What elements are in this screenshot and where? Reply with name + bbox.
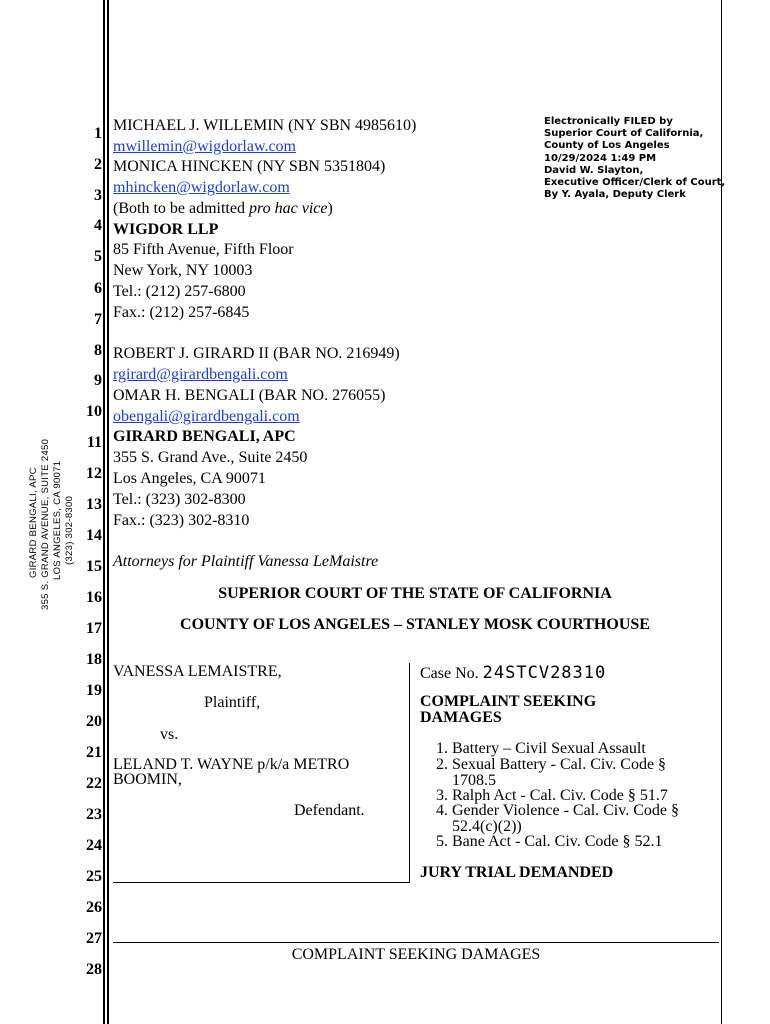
line-number: 2 xyxy=(94,156,102,173)
line-number: 23 xyxy=(86,806,102,823)
cause-text: Sexual Battery - Cal. Civ. Code § xyxy=(452,756,667,773)
line-number: 25 xyxy=(86,868,102,885)
line-number: 28 xyxy=(86,961,102,978)
document-title-line-1: COMPLAINT SEEKING xyxy=(420,693,597,710)
cause-text: Ralph Act - Cal. Civ. Code § 51.7 xyxy=(452,787,668,804)
cause-text-cont: 52.4(c)(2)) xyxy=(452,817,522,835)
plaintiff-role: Plaintiff, xyxy=(204,694,261,711)
cause-text: Bane Act - Cal. Civ. Code § 52.1 xyxy=(452,833,663,850)
cause-number: 3. xyxy=(436,787,448,804)
admission-note xyxy=(113,200,333,218)
line-number: 17 xyxy=(86,620,102,637)
line-number: 14 xyxy=(86,527,102,544)
attorney-1-email-link[interactable]: mwillemin@wigdorlaw.com xyxy=(113,138,296,155)
line-number: 9 xyxy=(94,372,102,389)
line-number: 11 xyxy=(86,434,102,451)
line-number: 18 xyxy=(86,651,102,668)
cause-of-action-1 xyxy=(428,741,646,757)
line-number: 22 xyxy=(86,775,102,792)
cause-number: 5. xyxy=(436,833,448,850)
attorney-1-email-row xyxy=(113,138,296,156)
stamp-line: Electronically FILED by xyxy=(544,116,673,127)
line-number: 12 xyxy=(86,465,102,482)
attorney-2-email-link[interactable]: mhincken@wigdorlaw.com xyxy=(113,179,290,196)
defendant-role: Defendant. xyxy=(294,802,365,819)
attorney-1-name: MICHAEL J. WILLEMIN (NY SBN 4985610) xyxy=(113,117,417,134)
versus: vs. xyxy=(160,726,179,743)
left-margin-rule-outer xyxy=(103,0,105,1024)
attorneys-for: Attorneys for Plaintiff Vanessa LeMaistre xyxy=(113,553,379,570)
admission-italic: pro hac vice xyxy=(248,200,328,217)
sidebar-firm: GIRARD BENGALI, APC xyxy=(28,467,39,578)
cause-of-action-5 xyxy=(428,834,663,850)
line-number: 20 xyxy=(86,713,102,730)
line-number: 5 xyxy=(94,248,102,265)
cause-text: Gender Violence - Cal. Civ. Code § xyxy=(452,802,679,819)
defendant-line-1: LELAND T. WAYNE p/k/a METRO xyxy=(113,756,350,773)
line-number: 13 xyxy=(86,496,102,513)
footer-title: COMPLAINT SEEKING DAMAGES xyxy=(291,946,541,963)
firm-2-fax: Fax.: (323) 302-8310 xyxy=(113,512,250,529)
firm-1-tel: Tel.: (212) 257-6800 xyxy=(113,283,246,300)
stamp-line: Superior Court of California, xyxy=(544,128,704,140)
attorney-3-name: ROBERT J. GIRARD II (BAR NO. 216949) xyxy=(113,345,400,362)
attorney-3-email-row xyxy=(113,366,288,384)
court-name-line-2: COUNTY OF LOS ANGELES – STANLEY MOSK COURTHOUSE xyxy=(180,616,650,633)
line-number: 16 xyxy=(86,589,102,606)
cause-text: Battery – Civil Sexual Assault xyxy=(452,740,646,757)
plaintiff-name: VANESSA LEMAISTRE, xyxy=(113,663,282,680)
sidebar-address: 355 S. GRAND AVENUE, SUITE 2450 xyxy=(40,438,51,610)
line-number: 21 xyxy=(86,744,102,761)
stamp-line: David W. Slayton, xyxy=(544,164,644,176)
admission-prefix: (Both to be admitted xyxy=(113,200,249,217)
firm-2-address-2: Los Angeles, CA 90071 xyxy=(113,470,266,487)
sidebar-phone: (323) 302-8300 xyxy=(64,495,75,565)
stamp-line: Executive Officer/Clerk of Court, xyxy=(544,177,726,189)
stamp-line: By Y. Ayala, Deputy Clerk xyxy=(544,189,686,201)
case-number-row xyxy=(420,663,606,683)
attorney-2-name: MONICA HINCKEN (NY SBN 5351804) xyxy=(113,158,386,175)
attorney-4-email-row xyxy=(113,408,300,426)
firm-1-fax: Fax.: (212) 257-6845 xyxy=(113,304,250,321)
firm-1-name: WIGDOR LLP xyxy=(113,221,219,238)
attorney-4-email-link[interactable]: obengali@girardbengali.com xyxy=(113,408,300,425)
footer-rule xyxy=(113,942,719,943)
left-margin-rule-inner xyxy=(107,0,109,1024)
document-title-line-2: DAMAGES xyxy=(420,709,502,726)
line-number: 6 xyxy=(94,280,102,297)
stamp-line: 10/29/2024 1:49 PM xyxy=(544,152,657,164)
caption-bottom-rule xyxy=(113,882,410,883)
court-name-line-1: SUPERIOR COURT OF THE STATE OF CALIFORNIA xyxy=(218,585,612,602)
filing-stamp xyxy=(544,116,725,201)
line-number: 7 xyxy=(94,311,102,328)
attorney-2-email-row xyxy=(113,179,290,197)
firm-2-tel: Tel.: (323) 302-8300 xyxy=(113,491,246,508)
admission-suffix: ) xyxy=(327,200,333,217)
case-number-label: Case No. xyxy=(420,665,479,682)
line-number: 4 xyxy=(94,217,102,234)
caption-divider xyxy=(409,663,410,883)
cause-number: 2. xyxy=(436,756,448,773)
line-number: 27 xyxy=(86,930,102,947)
line-number: 15 xyxy=(86,558,102,575)
line-number: 3 xyxy=(94,187,102,204)
cause-text-cont: 1708.5 xyxy=(452,771,496,789)
firm-1-address-1: 85 Fifth Avenue, Fifth Floor xyxy=(113,241,294,258)
cause-number: 4. xyxy=(436,802,448,819)
firm-2-address-1: 355 S. Grand Ave., Suite 2450 xyxy=(113,449,308,466)
cause-number: 1. xyxy=(436,740,448,757)
defendant-line-2: BOOMIN, xyxy=(113,771,182,788)
line-number: 1 xyxy=(94,125,102,142)
line-number: 10 xyxy=(86,403,102,420)
stamp-line: County of Los Angeles xyxy=(544,140,670,152)
line-number: 8 xyxy=(94,342,102,359)
line-number: 24 xyxy=(86,837,102,854)
sidebar-city: LOS ANGELES, CA 90071 xyxy=(52,460,63,580)
case-number: 24STCV28310 xyxy=(482,663,607,683)
jury-demand: JURY TRIAL DEMANDED xyxy=(420,864,614,881)
firm-1-address-2: New York, NY 10003 xyxy=(113,262,253,279)
attorney-3-email-link[interactable]: rgirard@girardbengali.com xyxy=(113,366,288,383)
cause-of-action-2 xyxy=(428,757,666,788)
firm-2-name: GIRARD BENGALI, APC xyxy=(113,428,296,445)
line-number: 19 xyxy=(86,682,102,699)
cause-of-action-4 xyxy=(428,803,679,834)
attorney-4-name: OMAR H. BENGALI (BAR NO. 276055) xyxy=(113,387,386,404)
line-number: 26 xyxy=(86,899,102,916)
